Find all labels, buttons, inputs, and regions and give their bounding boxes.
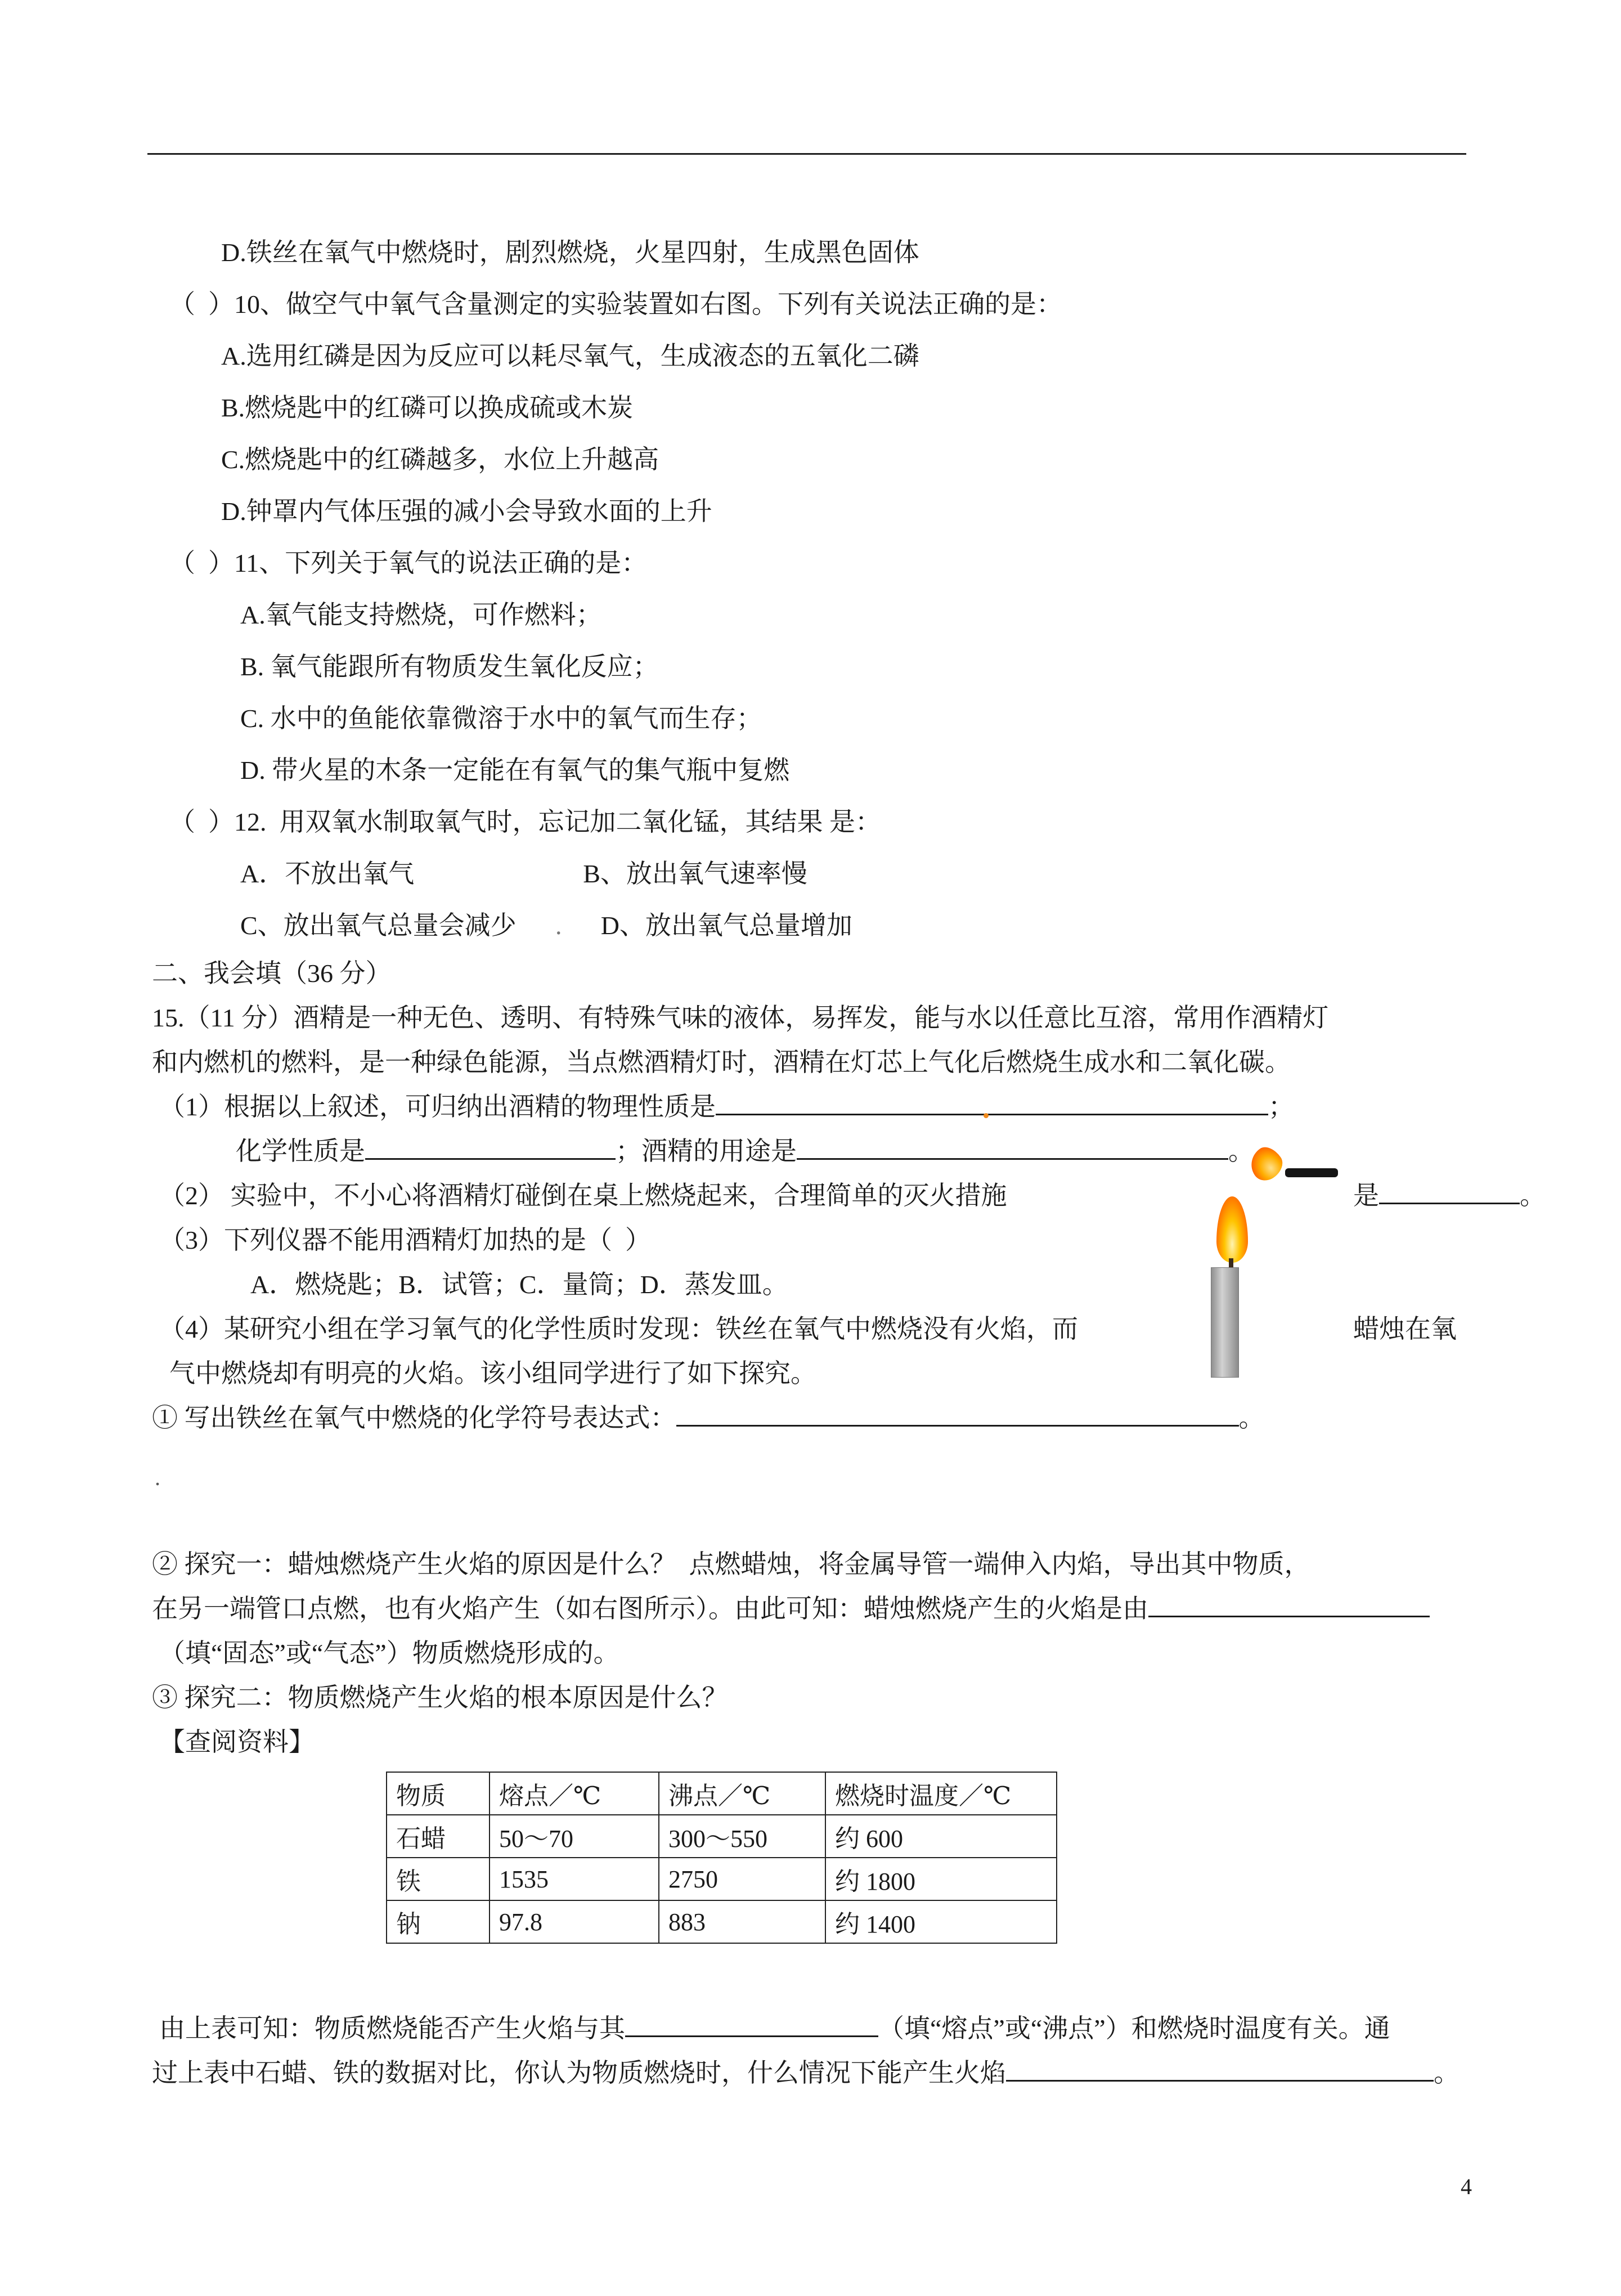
q12-option-b-text: B、放出氧气速率慢 [583, 859, 807, 888]
q15-part1-line [0, 1084, 1621, 1129]
section2-title [0, 951, 1621, 995]
q15-p1-end: ； [1268, 1092, 1294, 1121]
q12-stem-text: （ ）12. 用双氧水制取氧气时，忘记加二氧化锰，其结果 是： [169, 808, 881, 836]
table-row [387, 1858, 1057, 1900]
q15-sub2-l3-text: （填“固态”或“气态”）物质燃烧形成的。 [159, 1639, 619, 1667]
q15-p3-end: 。 [1520, 1181, 1546, 1210]
q15-sub2-line3 [0, 1631, 1621, 1675]
table-cell: 883 [659, 1900, 825, 1943]
q15-sub1-line [0, 1396, 1621, 1440]
conclusion2-end: 。 [1434, 2059, 1460, 2087]
table-cell: 约 600 [825, 1815, 1057, 1858]
q15-sub3-text: ③ 探究二：物质燃烧产生火焰的根本原因是什么？ [152, 1683, 728, 1712]
q15-stem2-text: 和内燃机的燃料，是一种绿色能源，当点燃酒精灯时，酒精在灯芯上气化后燃烧生成水和二氧化碳。 [152, 1048, 1291, 1077]
q15-part4-line2 [0, 1351, 1621, 1396]
conclusion1-end: （填“熔点”或“沸点”）和燃烧时温度有关。通 [878, 2014, 1390, 2043]
table-cell: 300〜550 [659, 1815, 825, 1858]
q11-option-b-text: B. 氧气能跟所有物质发生氧化反应； [240, 652, 659, 681]
conclusion2-text: 过上表中石蜡、铁的数据对比，你认为物质燃烧时，什么情况下能产生火焰 [152, 2059, 1006, 2087]
q15-sub1-text: ① 写出铁丝在氧气中燃烧的化学符号表达式： [152, 1403, 676, 1432]
q15-sub2-l2-text: 在另一端管口点燃，也有火焰产生（如右图所示）。由此可知：蜡烛燃烧产生的火焰是由 [152, 1594, 1148, 1623]
q15-p2-end: 。 [1228, 1137, 1254, 1165]
q15-stem1-text: 15.（11 分）酒精是一种无色、透明、有特殊气味的液体，易挥发，能与水以任意比互溶，常用作酒精灯 [152, 1003, 1329, 1032]
blank-field [1006, 2060, 1434, 2082]
conclusion1-text: 由上表可知：物质燃烧能否产生火焰与其 [159, 2014, 625, 2043]
table-cell: 铁 [387, 1858, 490, 1900]
section2-title-text: 二、我会填（36 分） [152, 959, 392, 988]
q10-option-c-text: C.燃烧匙中的红磷越多，水位上升越高 [221, 445, 659, 474]
conclusion-block [0, 2006, 1621, 2095]
choice-questions-block [0, 227, 1621, 952]
table-cell: 2750 [659, 1858, 825, 1900]
q12-options-ab [0, 848, 1621, 900]
q12-option-d-text: D、放出氧气总量增加 [600, 911, 852, 940]
stray-period: . [155, 1465, 160, 1490]
q15-p5-cont-text: 气中燃烧却有明亮的火焰。该小组同学进行了如下探究。 [169, 1359, 816, 1388]
q11-option-c-text: C. 水中的鱼能依靠微溶于水中的氧气而生存； [240, 704, 762, 733]
table-header-substance: 物质 [387, 1772, 490, 1815]
metal-tube-icon [1285, 1168, 1338, 1177]
blank-field [676, 1405, 1239, 1427]
q12-option-c-text: C、放出氧气总量会减少 [240, 911, 517, 940]
q12-option-a-text: A．不放出氧气 [240, 859, 415, 888]
q15-part4-line1 [0, 1307, 1621, 1351]
conclusion-line2 [0, 2051, 1621, 2095]
q10-option-b [0, 382, 1621, 434]
table-cell: 钠 [387, 1900, 490, 1943]
q11-stem-text: （ ）11、下列关于氧气的说法正确的是： [169, 549, 648, 577]
q10-option-a [0, 330, 1621, 382]
q15-stem-line1 [0, 995, 1621, 1040]
tube-flame-icon [1244, 1142, 1288, 1186]
q11-option-d-text: D. 带火星的木条一定能在有氧气的集气瓶中复燃 [240, 756, 790, 784]
q15-sub2-line2 [0, 1586, 1621, 1631]
blank-field [1148, 1595, 1430, 1617]
q15-p3-right [1353, 1173, 1546, 1218]
q15-p1-text: （1）根据以上叙述，可归纳出酒精的物理性质是 [159, 1092, 716, 1121]
q10-stem-text: （ ）10、做空气中氧气含量测定的实验装置如右图。下列有关说法正确的是： [169, 290, 1062, 319]
q15-p5-right [1353, 1307, 1457, 1351]
q12-stem [0, 796, 1621, 848]
q10-option-b-text: B.燃烧匙中的红磷可以换成硫或木炭 [221, 393, 634, 422]
q10-option-d-text: D.钟罩内气体压强的减小会导致水面的上升 [221, 497, 712, 526]
exploration-block [0, 1542, 1621, 1764]
q15-part3-options [0, 1262, 1621, 1307]
blank-field [365, 1138, 616, 1160]
candle-flame-icon [1216, 1196, 1248, 1263]
q15-p2-text: 化学性质是 [236, 1137, 365, 1165]
blank-field [625, 2015, 878, 2037]
table-header-burn-temp: 燃烧时温度／℃ [825, 1772, 1057, 1815]
stray-dot: . [555, 911, 562, 940]
table-cell: 石蜡 [387, 1815, 490, 1858]
q15-part2-line [0, 1173, 1621, 1218]
q15-p5-right-text: 蜡烛在氧 [1353, 1315, 1457, 1343]
lookup-heading-text: 【查阅资料】 [159, 1728, 315, 1756]
table-cell: 97.8 [490, 1900, 659, 1943]
q15-p2-mid: ；酒精的用途是 [616, 1137, 797, 1165]
q10-option-d [0, 486, 1621, 537]
q10-option-c [0, 434, 1621, 486]
q15-stem-line2 [0, 1040, 1621, 1084]
q11-option-d [0, 745, 1621, 796]
q15-sub3-line [0, 1675, 1621, 1720]
q15-sub2-line1 [0, 1542, 1621, 1586]
blank-field [716, 1093, 1268, 1115]
q10-stem [0, 279, 1621, 330]
table-header-row [387, 1772, 1057, 1815]
q15-p3-mid: 是 [1353, 1181, 1379, 1210]
melting-boiling-table [386, 1772, 1057, 1944]
q15-p4-options-text: A．燃烧匙；B．试管；C．量筒；D．蒸发皿。 [250, 1270, 788, 1299]
orange-speck [984, 1113, 989, 1118]
conclusion-line1 [0, 2006, 1621, 2051]
lookup-heading [0, 1720, 1621, 1764]
q15-part3-line [0, 1218, 1621, 1262]
q15-part1-line2 [0, 1129, 1621, 1173]
q11-option-b [0, 641, 1621, 693]
blank-field [1379, 1182, 1520, 1204]
table-cell: 约 1800 [825, 1858, 1057, 1900]
q12-options-cd [0, 900, 1621, 952]
candle-body-icon [1211, 1267, 1239, 1378]
header-rule [147, 153, 1466, 155]
table-row [387, 1900, 1057, 1943]
q10-option-a-text: A.选用红磷是因为反应可以耗尽氧气，生成液态的五氧化二磷 [221, 342, 919, 370]
q15-p4-text: （3）下列仪器不能用酒精灯加热的是（ ） [159, 1226, 651, 1254]
candle-experiment-figure [1205, 1147, 1340, 1378]
q15-p3-text: （2） 实验中，不小心将酒精灯碰倒在桌上燃烧起来，合理简单的灭火措施 [159, 1181, 1007, 1210]
q15-sub1-end: 。 [1238, 1403, 1265, 1432]
table-header-melting: 熔点／℃ [490, 1772, 659, 1815]
q15-sub2-l1-text: ② 探究一：蜡烛燃烧产生火焰的原因是什么？ 点燃蜡烛，将金属导管一端伸入内焰，导出其中物质， [152, 1550, 1310, 1578]
table-header-boiling: 沸点／℃ [659, 1772, 825, 1815]
q11-option-a-text: A.氧气能支持燃烧，可作燃料； [240, 600, 602, 629]
table-cell: 1535 [490, 1858, 659, 1900]
q11-option-c [0, 693, 1621, 745]
fill-in-section-block [0, 951, 1621, 1440]
table-row [387, 1815, 1057, 1858]
q11-stem [0, 537, 1621, 589]
blank-field [797, 1138, 1228, 1160]
table-cell: 50〜70 [490, 1815, 659, 1858]
table-cell: 约 1400 [825, 1900, 1057, 1943]
page-number: 4 [1461, 2174, 1472, 2199]
q15-p5-text: （4）某研究小组在学习氧气的化学性质时发现：铁丝在氧气中燃烧没有火焰，而 [159, 1315, 1078, 1343]
q9-option-d-text: D.铁丝在氧气中燃烧时，剧烈燃烧，火星四射，生成黑色固体 [221, 238, 919, 267]
q11-option-a [0, 589, 1621, 641]
q9-option-d [0, 227, 1621, 279]
